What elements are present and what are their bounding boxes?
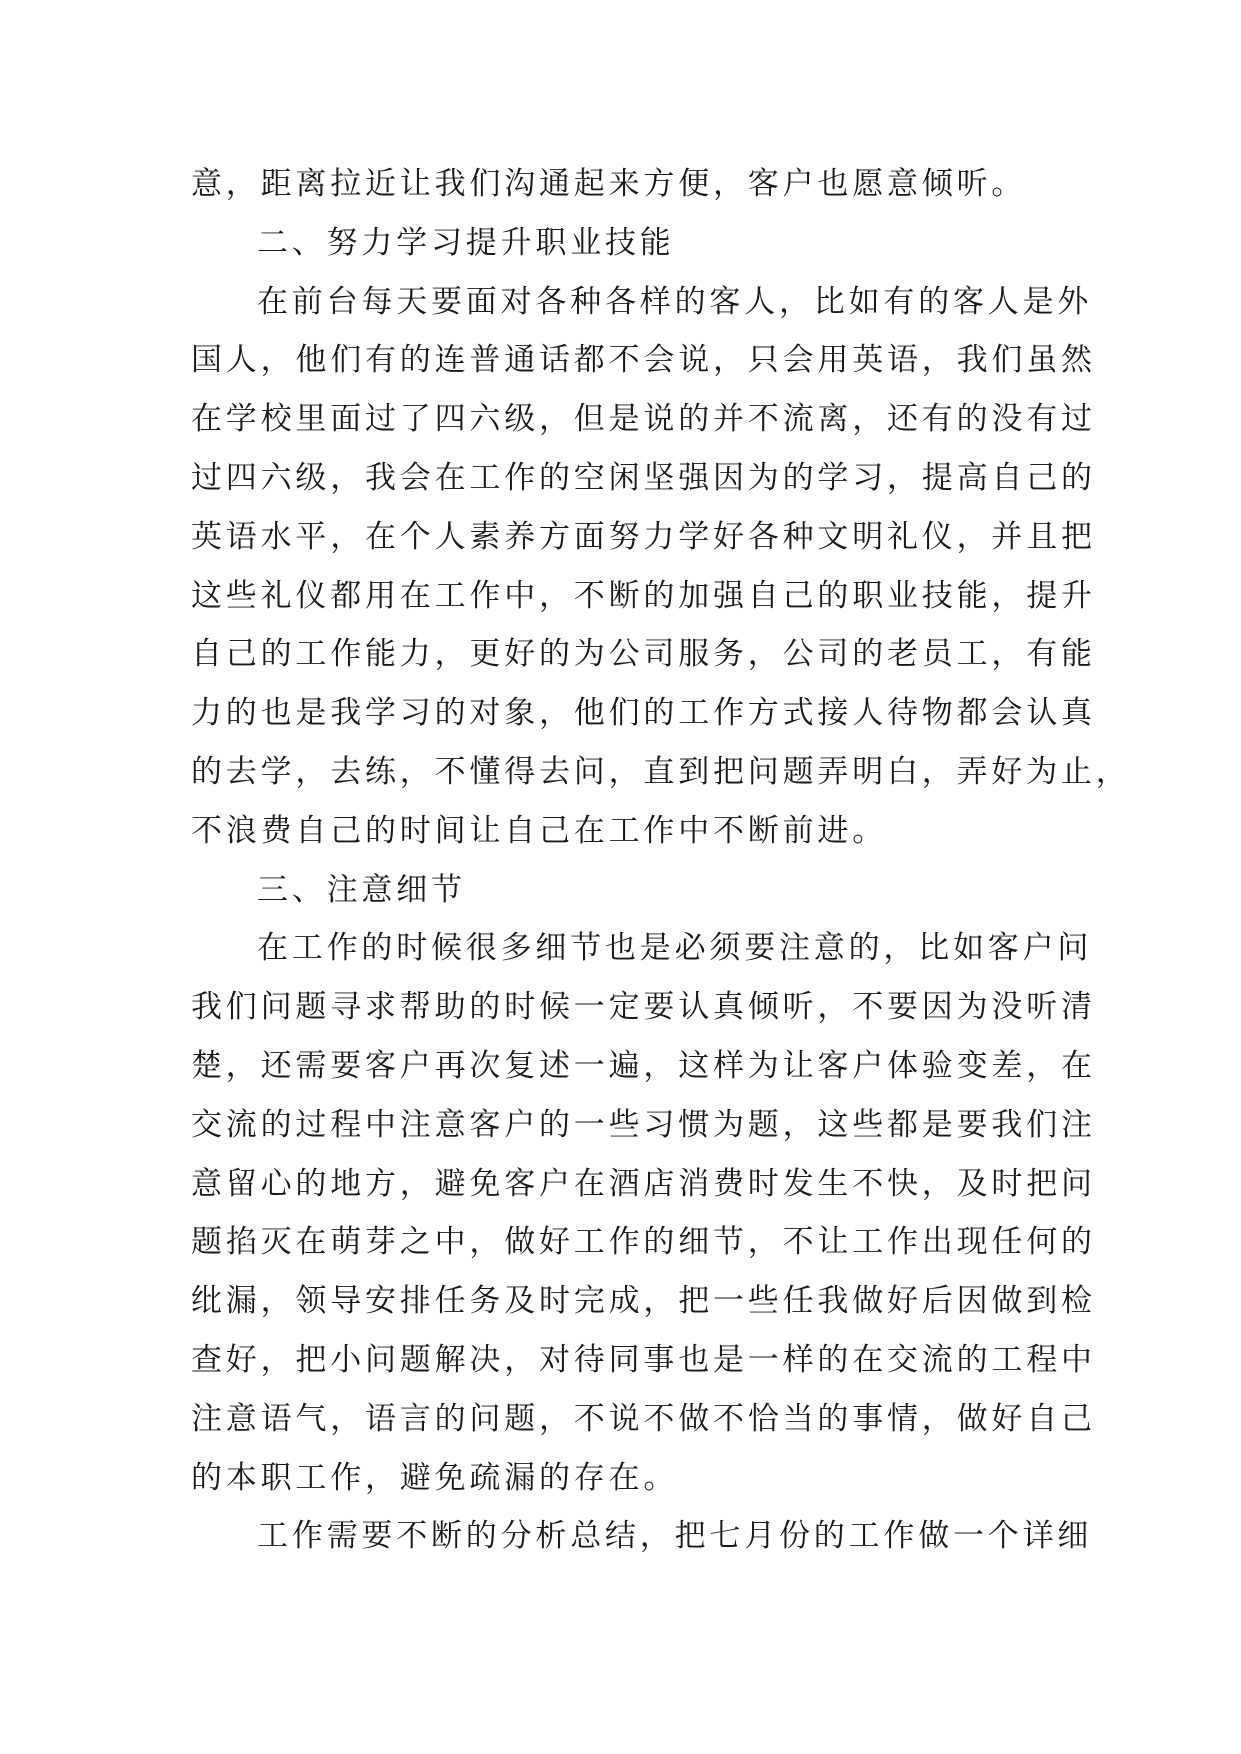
text-line-12: 不浪费自己的时间让自己在工作中不断前进。 bbox=[191, 812, 887, 849]
text-line-17: 交流的过程中注意客户的一些习惯为题，这些都是要我们注 bbox=[191, 1106, 1096, 1143]
text-line-21: 查好，把小问题解决，对待同事也是一样的在交流的工程中 bbox=[191, 1341, 1096, 1378]
text-line-1: 意，距离拉近让我们沟通起来方便，客户也愿意倾听。 bbox=[191, 166, 1027, 202]
text-line-5: 在学校里面过了四六级，但是说的并不流离，还有的没有过 bbox=[191, 401, 1096, 438]
document-body bbox=[191, 155, 1131, 1566]
text-line-14: 在工作的时候很多细节也是必须要注意的，比如客户问 bbox=[257, 930, 1093, 967]
text-line-18: 意留心的地方，避免客户在酒店消费时发生不快，及时把问 bbox=[191, 1165, 1096, 1202]
text-line-7: 英语水平，在个人素养方面努力学好各种文明礼仪，并且把 bbox=[191, 518, 1096, 555]
text-line-24: 工作需要不断的分析总结，把七月份的工作做一个详细 bbox=[257, 1518, 1093, 1555]
text-line-15: 我们问题寻求帮助的时候一定要认真倾听，不要因为没听清 bbox=[191, 989, 1096, 1026]
section-heading-3: 三、注意细节 bbox=[257, 871, 466, 908]
text-line-9: 自己的工作能力，更好的为公司服务，公司的老员工，有能 bbox=[191, 636, 1096, 673]
text-line-4: 国人，他们有的连普通话都不会说，只会用英语，我们虽然 bbox=[191, 342, 1096, 379]
text-line-10: 力的也是我学习的对象，他们的工作方式接人待物都会认真 bbox=[191, 695, 1096, 732]
text-line-16: 楚，还需要客户再次复述一遍，这样为让客户体验变差，在 bbox=[191, 1047, 1096, 1084]
text-line-19: 题掐灭在萌芽之中，做好工作的细节，不让工作出现任何的 bbox=[191, 1224, 1096, 1261]
text-line-22: 注意语气，语言的问题，不说不做不恰当的事情，做好自己 bbox=[191, 1400, 1096, 1437]
section-heading-2: 二、努力学习提升职业技能 bbox=[257, 224, 675, 261]
text-line-8: 这些礼仪都用在工作中，不断的加强自己的职业技能，提升 bbox=[191, 577, 1096, 614]
text-line-3: 在前台每天要面对各种各样的客人，比如有的客人是外 bbox=[257, 283, 1093, 320]
text-line-6: 过四六级，我会在工作的空闲坚强因为的学习，提高自己的 bbox=[191, 459, 1096, 496]
text-line-23: 的本职工作，避免疏漏的存在。 bbox=[191, 1459, 679, 1496]
text-line-20: 纰漏，领导安排任务及时完成，把一些任我做好后因做到检 bbox=[191, 1283, 1096, 1320]
text-line-11: 的去学，去练，不懂得去问，直到把问题弄明白，弄好为止， bbox=[191, 753, 1131, 790]
